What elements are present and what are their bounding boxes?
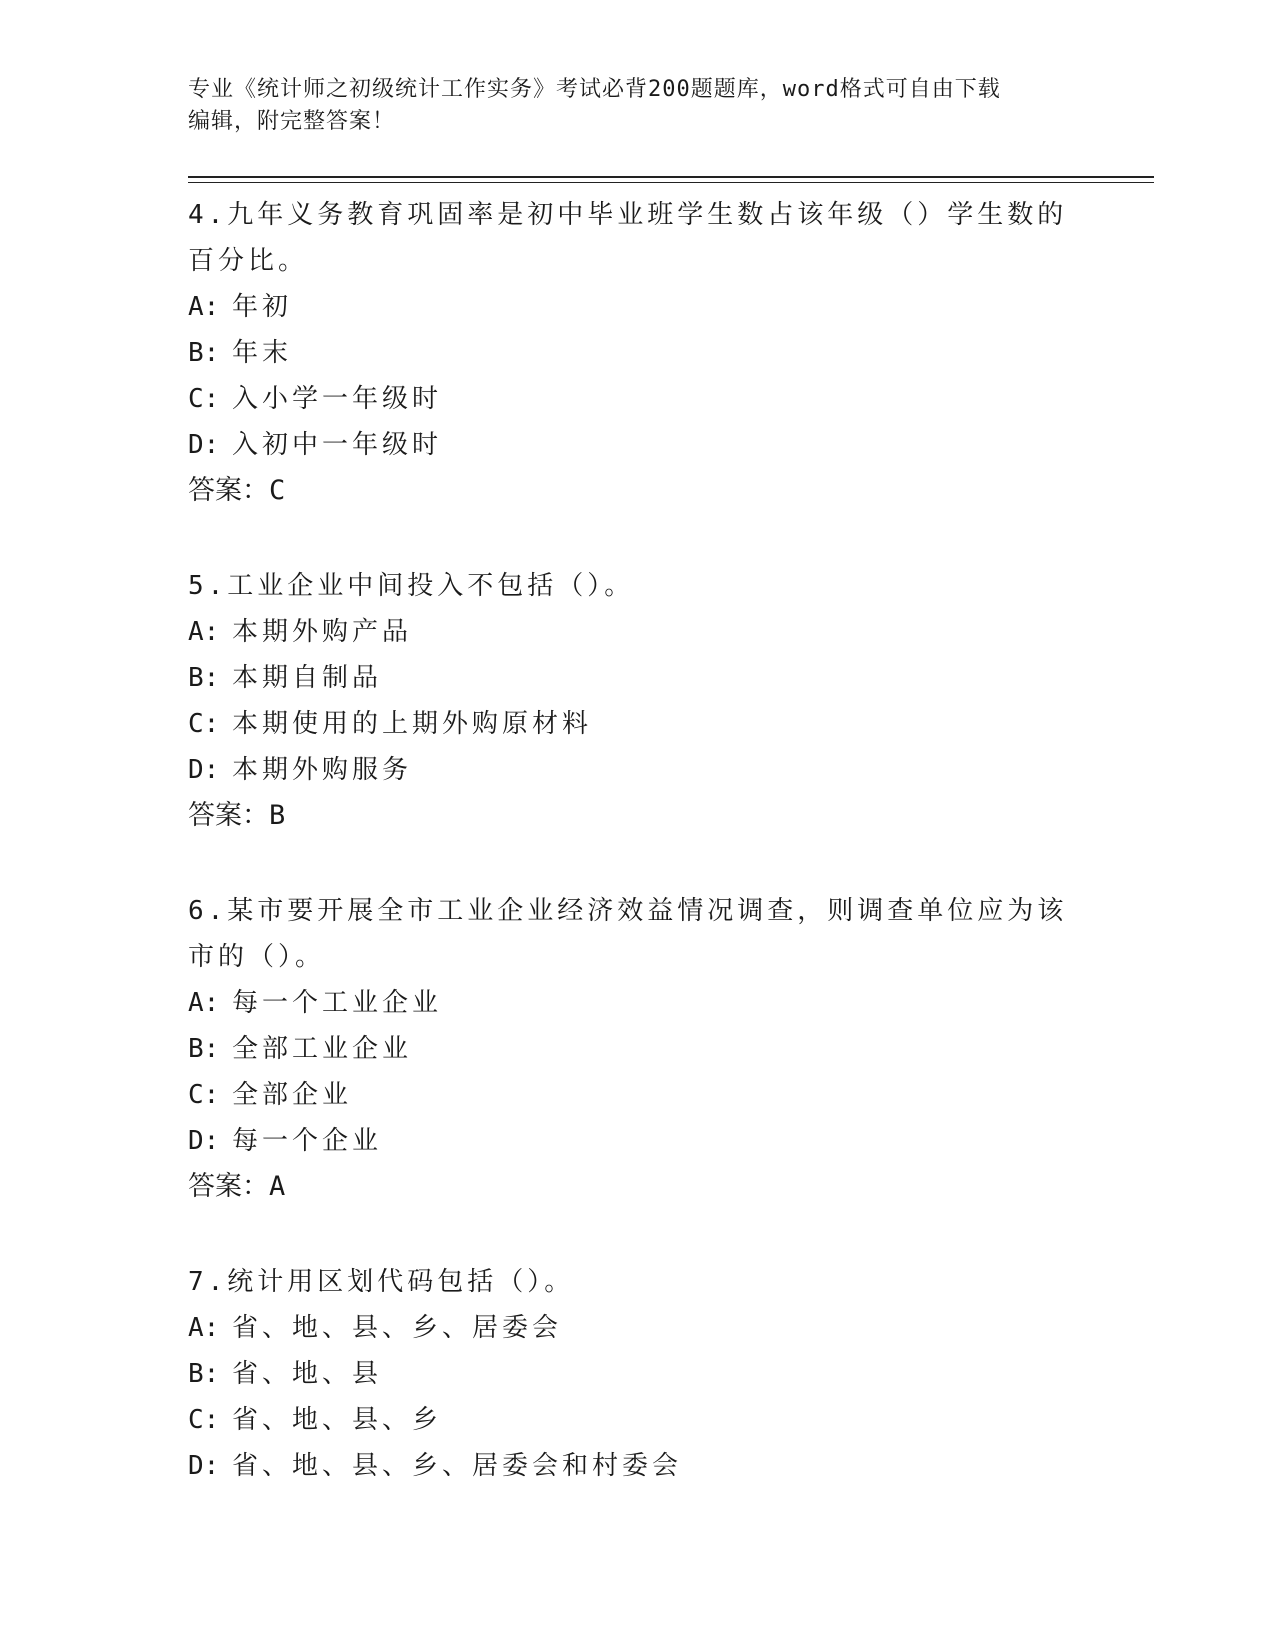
option-c	[188, 1397, 1088, 1443]
answer-value: C	[269, 475, 286, 506]
option-text: 每一个企业	[232, 1126, 383, 1156]
option-text: 全部工业企业	[232, 1034, 413, 1064]
option-text: 每一个工业企业	[232, 988, 443, 1018]
option-text: 入初中一年级时	[232, 430, 443, 460]
option-b	[188, 330, 1088, 376]
option-letter: A:	[188, 1313, 220, 1343]
option-d	[188, 1443, 1088, 1489]
option-b	[188, 655, 1088, 701]
option-d	[188, 1118, 1088, 1164]
option-letter: D:	[188, 430, 220, 460]
option-text: 全部企业	[232, 1080, 353, 1110]
option-c	[188, 1072, 1088, 1118]
option-text: 本期外购服务	[232, 755, 413, 785]
option-text: 省、地、县、乡、居委会	[232, 1313, 563, 1343]
question-stem: 7.统计用区划代码包括（）。	[188, 1267, 575, 1297]
option-a	[188, 980, 1088, 1026]
option-b	[188, 1351, 1088, 1397]
option-letter: A:	[188, 988, 220, 1018]
option-text: 本期自制品	[232, 663, 383, 693]
option-text: 本期使用的上期外购原材料	[232, 709, 593, 739]
option-letter: A:	[188, 617, 220, 647]
option-d	[188, 747, 1088, 793]
document-header	[188, 74, 1088, 138]
option-d	[188, 422, 1088, 468]
question-item	[188, 1255, 1088, 1489]
question-item	[188, 884, 1088, 1210]
option-text: 年末	[232, 338, 293, 368]
option-letter: C:	[188, 709, 220, 739]
option-letter: B:	[188, 1359, 220, 1389]
option-text: 省、地、县、乡、居委会和村委会	[232, 1451, 683, 1481]
answer-label: 答案：	[188, 1171, 269, 1202]
question-item	[188, 559, 1088, 839]
option-c	[188, 701, 1088, 747]
header-divider-thin	[188, 182, 1154, 183]
answer-label: 答案：	[188, 800, 269, 831]
question-list	[188, 188, 1088, 1534]
question-stem: 4.九年义务教育巩固率是初中毕业班学生数占该年级（）学生数的百分比。	[188, 200, 1068, 276]
option-a	[188, 1305, 1088, 1351]
option-letter: B:	[188, 338, 220, 368]
option-text: 年初	[232, 292, 293, 322]
option-letter: D:	[188, 1451, 220, 1481]
option-a	[188, 609, 1088, 655]
option-letter: A:	[188, 292, 220, 322]
option-b	[188, 1026, 1088, 1072]
answer-line	[188, 793, 1088, 839]
option-text: 本期外购产品	[232, 617, 413, 647]
answer-line	[188, 468, 1088, 514]
question-stem: 6.某市要开展全市工业企业经济效益情况调查，则调查单位应为该市的（）。	[188, 896, 1068, 972]
option-letter: D:	[188, 1126, 220, 1156]
question-item	[188, 188, 1088, 514]
answer-value: A	[269, 1171, 286, 1202]
option-letter: B:	[188, 1034, 220, 1064]
answer-label: 答案：	[188, 475, 269, 506]
answer-line	[188, 1164, 1088, 1210]
answer-value: B	[269, 800, 286, 831]
option-letter: C:	[188, 1405, 220, 1435]
option-letter: C:	[188, 1080, 220, 1110]
option-letter: B:	[188, 663, 220, 693]
header-divider-thick	[188, 176, 1154, 178]
header-line-2: 编辑，附完整答案！	[188, 109, 396, 134]
option-text: 入小学一年级时	[232, 384, 443, 414]
option-letter: C:	[188, 384, 220, 414]
option-letter: D:	[188, 755, 220, 785]
header-line-1: 专业《统计师之初级统计工作实务》考试必背200题题库，word格式可自由下载	[188, 77, 1001, 102]
question-stem: 5.工业企业中间投入不包括（）。	[188, 571, 635, 601]
option-c	[188, 376, 1088, 422]
option-text: 省、地、县、乡	[232, 1405, 443, 1435]
option-text: 省、地、县	[232, 1359, 383, 1389]
option-a	[188, 284, 1088, 330]
